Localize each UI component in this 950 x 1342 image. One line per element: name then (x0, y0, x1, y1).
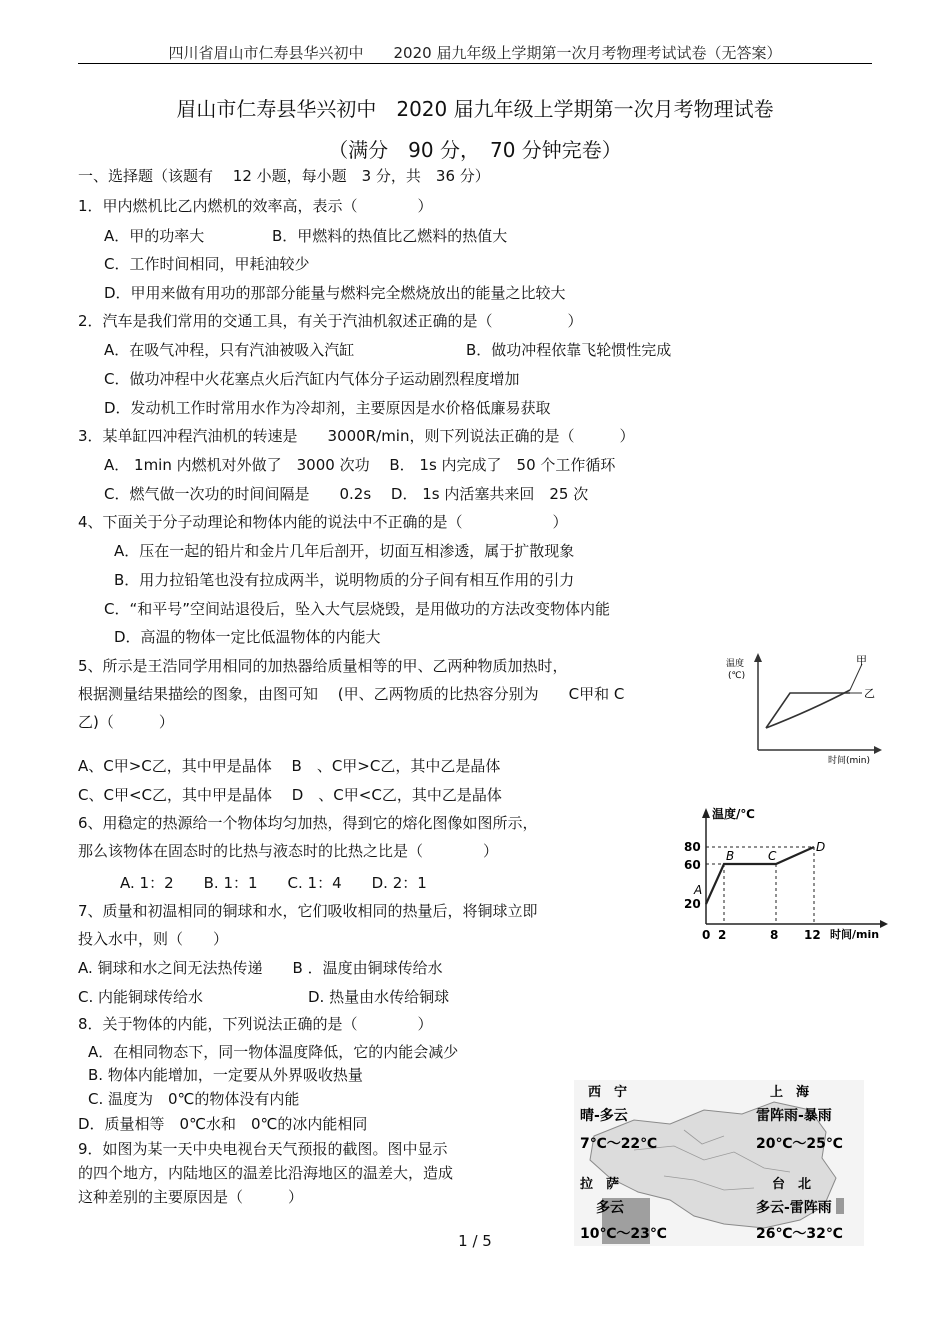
map-city-lasa: 拉 萨 (580, 1177, 620, 1192)
question-8-option-a: A．在相同物态下，同一物体温度降低，它的内能会减少 (88, 1043, 459, 1061)
svg-text:80: 80 (684, 840, 701, 854)
map-weather-lasa: 多云 (596, 1200, 624, 1216)
map-weather-taibei: 多云-雷阵雨 (756, 1200, 832, 1216)
page-header: 四川省眉山市仁寿县华兴初中 2020 届九年级上学期第一次月考物理考试试卷（无答案） (168, 44, 782, 62)
melting-curve-figure (680, 800, 890, 945)
question-8-option-c: C. 温度为 0℃的物体没有内能 (88, 1090, 300, 1108)
fig6-ylabel: 温度/℃ (712, 807, 755, 821)
map-temp-taibei: 26℃～32℃ (756, 1226, 843, 1242)
paper-title: 眉山市仁寿县华兴初中 2020 届九年级上学期第一次月考物理试卷 (176, 97, 774, 121)
svg-text:A: A (694, 883, 703, 897)
question-8-option-b: B. 物体内能增加，一定要从外界吸收热量 (88, 1066, 363, 1084)
map-temp-lasa: 10℃～23℃ (580, 1226, 667, 1242)
map-weather-xining: 晴-多云 (580, 1108, 628, 1124)
question-6-options: A. 1：2 B. 1：1 C. 1：4 D. 2：1 (120, 874, 427, 892)
question-1-option-a: A．甲的功率大 (104, 227, 205, 245)
svg-text:12: 12 (804, 928, 821, 942)
question-5-options-ab: A、C甲>C乙，其中甲是晶体 B 、C甲>C乙，其中乙是晶体 (78, 757, 501, 775)
header-rule (78, 63, 872, 64)
melting-curve (706, 847, 814, 904)
svg-text:2: 2 (718, 928, 727, 942)
svg-text:B: B (726, 849, 735, 863)
question-4-option-c: C．“和平号”空间站退役后，坠入大气层烧毁，是用做功的方法改变物体内能 (104, 600, 611, 618)
fig6-xlabel: 时间/min (830, 928, 880, 941)
question-2-option-c: C．做功冲程中火花塞点火后汽缸内气体分子运动剧烈程度增加 (104, 370, 520, 388)
question-2-stem: 2．汽车是我们常用的交通工具，有关于汽油机叙述正确的是（ ） (78, 312, 583, 330)
question-2-option-a: A．在吸气冲程，只有汽油被吸入汽缸 (104, 341, 355, 359)
svg-text:60: 60 (684, 858, 701, 872)
question-3-options-cd: C．燃气做一次功的时间间隔是 0.2s D． 1s 内活塞共来回 25 次 (104, 485, 589, 503)
question-1-stem: 1．甲内燃机比乙内燃机的效率高，表示（ ） (78, 197, 433, 215)
svg-text:D: D (816, 840, 826, 854)
question-8-stem: 8．关于物体的内能，下列说法正确的是（ ） (78, 1015, 433, 1033)
svg-text:8: 8 (770, 928, 779, 942)
fig5-label-jia: 甲 (856, 654, 867, 667)
weather-map-figure (574, 1080, 864, 1246)
question-9-line-3: 这种差别的主要原因是（ ） (78, 1188, 304, 1206)
question-5-line-2: 根据测量结果描绘的图象，由图可知 (甲、乙两物质的比热容分别为 C甲和 C (78, 685, 625, 703)
question-5-options-cd: C、C甲<C乙，其中甲是晶体 D 、C甲<C乙，其中乙是晶体 (78, 786, 502, 804)
question-9-line-1: 9．如图为某一天中央电视台天气预报的截图。图中显示 (78, 1140, 448, 1158)
fig5-ylabel-1: 温度 (726, 659, 745, 669)
question-7-line-2: 投入水中，则（ ） (78, 930, 229, 948)
question-1-option-c: C．工作时间相同，甲耗油较少 (104, 255, 310, 273)
question-9-line-2: 的四个地方，内陆地区的温差比沿海地区的温差大，造成 (78, 1164, 454, 1182)
taiwan-island (836, 1198, 844, 1214)
paper-subtitle: （满分 90 分， 70 分钟完卷） (328, 138, 622, 162)
map-temp-shanghai: 20℃～25℃ (756, 1136, 843, 1152)
svg-text:20: 20 (684, 897, 701, 911)
map-city-taibei: 台 北 (772, 1177, 812, 1192)
question-4-option-a: A．压在一起的铅片和金片几年后剖开，切面互相渗透，属于扩散现象 (114, 542, 575, 560)
question-3-stem: 3．某单缸四冲程汽油机的转速是 3000R/min，则下列说法正确的是（ ） (78, 427, 635, 445)
question-5-line-1: 5、所示是王浩同学用相同的加热器给质量相等的甲、乙两种物质加热时， (78, 657, 568, 675)
question-4-option-d: D．高温的物体一定比低温物体的内能大 (114, 628, 381, 646)
question-4-stem: 4、下面关于分子动理论和物体内能的说法中不正确的是（ ） (78, 513, 568, 531)
question-5-line-3: 乙)（ ） (78, 713, 174, 731)
question-7-options-ab: A. 铜球和水之间无法热传递 B ．温度由铜球传给水 (78, 959, 443, 977)
question-6-line-2: 那么该物体在固态时的比热与液态时的比热之比是（ ） (78, 842, 499, 860)
question-1-option-d: D．甲用来做有用功的那部分能量与燃料完全燃烧放出的能量之比较大 (104, 284, 566, 302)
map-city-xining: 西 宁 (588, 1085, 628, 1100)
heating-curve-figure (722, 650, 882, 768)
question-7-line-1: 7、质量和初温相同的铜球和水，它们吸收相同的热量后，将铜球立即 (78, 902, 538, 920)
question-4-option-b: B．用力拉铅笔也没有拉成两半，说明物质的分子间有相互作用的引力 (114, 571, 575, 589)
question-7-options-cd: C. 内能铜球传给水 D. 热量由水传给铜球 (78, 988, 450, 1006)
question-2-option-d: D．发动机工作时常用水作为冷却剂，主要原因是水价格低廉易获取 (104, 399, 551, 417)
question-3-options-ab: A． 1min 内燃机对外做了 3000 次功 B． 1s 内完成了 50 个工作循环 (104, 456, 616, 474)
section-heading: 一、选择题（该题有 12 小题，每小题 3 分，共 36 分） (78, 167, 490, 185)
map-weather-shanghai: 雷阵雨-暴雨 (756, 1108, 832, 1124)
fig5-xlabel: 时间(min) (828, 756, 870, 766)
svg-text:C: C (768, 849, 777, 863)
question-6-line-1: 6、用稳定的热源给一个物体均匀加热，得到它的熔化图像如图所示， (78, 814, 538, 832)
map-temp-xining: 7℃～22℃ (580, 1136, 658, 1152)
question-8-option-d: D．质量相等 0℃水和 0℃的冰内能相同 (78, 1115, 368, 1133)
page-number: 1 / 5 (458, 1232, 492, 1250)
fig5-label-yi: 乙 (864, 687, 875, 700)
fig5-ylabel-2: (℃) (728, 671, 746, 681)
question-2-option-b: B．做功冲程依靠飞轮惯性完成 (466, 341, 672, 359)
question-1-option-b: B．甲燃料的热值比乙燃料的热值大 (272, 227, 508, 245)
map-city-shanghai: 上 海 (770, 1085, 810, 1100)
svg-text:0: 0 (702, 928, 711, 942)
